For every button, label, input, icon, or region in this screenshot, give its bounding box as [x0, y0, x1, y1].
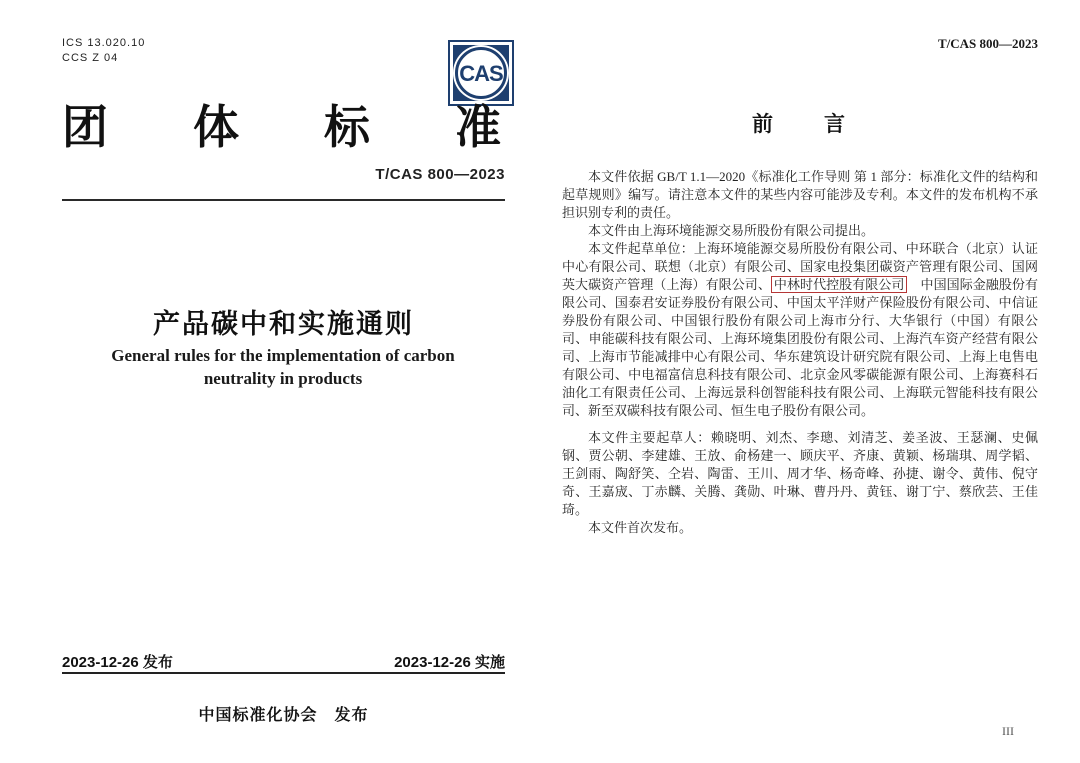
- standard-title-en: General rules for the implementation of carbon neutrality in products: [111, 346, 455, 388]
- foreword-paragraph-first-issue: 本文件首次发布。: [588, 520, 693, 535]
- classification-codes: [62, 36, 145, 66]
- page-number: III: [1002, 724, 1014, 738]
- implementation-date: 2023-12-26 实施: [394, 654, 505, 671]
- drafting-orgs-after: 中国国际金融股份有限公司、国泰君安证券股份有限公司、中国太平洋财产保险股份有限公司、中信证券股份有限公司、中国银行股份有限公司上海市分行、大华银行（中国）有限公司、申能碳科技有限公司、上海环境集团股份有限公司、上海汽车资产经营有限公司、上海市节能减排中心有限公司、华东建筑设计研究院有限公司、上海上电售电有限公司、中电福富信息科技有限公司、北京金风零碳能源有限公司、上海赛科石油化工有限责任公司、上海远景科创智能科技有限公司、上海联元智能科技有限公司、新至双碳科技有限公司、恒生电子股份有限公司。: [562, 277, 1038, 418]
- foreword-paragraph-basis: 本文件依据 GB/T 1.1—2020《标准化工作导则 第 1 部分：标准化文件的结构和起草规则》编写。请注意本文件的某些内容可能涉及专利。本文件的发布机构不承担识别专利的责任。: [562, 169, 1038, 220]
- ccs-code: CCS Z 04: [62, 52, 119, 64]
- drafting-orgs-before: 本文件起草单位：上海环境能源交易所股份有限公司、中环联合（北京）认证中心有限公司、联想（北京）有限公司、国家电投集团碳资产管理有限公司、国网英大碳资产管理（上海）有限公司、: [562, 241, 1038, 292]
- highlighted-company-redbox: 中林时代控股有限公司: [771, 276, 908, 293]
- foreword-body: [562, 168, 1038, 537]
- document-type-title: 团体标准: [62, 101, 586, 153]
- foreword-page: [562, 30, 1038, 743]
- dates-row: [62, 651, 505, 672]
- standard-title-zh: 产品碳中和实施通则: [153, 309, 414, 339]
- cover-divider-bottom: [62, 672, 505, 674]
- foreword-paragraph-drafting-orgs: [562, 240, 1038, 420]
- cas-logo-text: CAS: [459, 61, 503, 86]
- page-header-standard-number: T/CAS 800—2023: [937, 36, 1038, 51]
- publisher: 中国标准化协会 发布: [198, 707, 369, 724]
- cover-divider-top: [62, 199, 505, 201]
- cas-logo: [448, 40, 514, 106]
- standard-number: T/CAS 800—2023: [375, 166, 505, 183]
- cover-page: [62, 30, 586, 743]
- foreword-paragraph-drafters: 本文件主要起草人：赖晓明、刘杰、李璁、刘清芝、姜圣波、王瑟澜、史佩钢、贾公朝、李建雄、王放、俞杨建一、顾庆平、齐康、黄颖、杨瑞琪、周学韬、王剑雨、陶舒笑、仝岩、陶雷、王川、周才华、杨奇峰、孙捷、谢令、黄伟、倪守奇、王嘉宬、丁赤麟、关腾、龚勋、叶琳、曹丹丹、黄钰、谢丁宁、蔡欣芸、王佳琦。: [562, 430, 1038, 517]
- cas-logo-icon: [448, 40, 514, 106]
- foreword-paragraph-proposer: 本文件由上海环境能源交易所股份有限公司提出。: [588, 223, 875, 238]
- issue-date: 2023-12-26 发布: [62, 654, 173, 671]
- foreword-title: 前 言: [752, 112, 848, 136]
- ics-code: ICS 13.020.10: [62, 37, 146, 49]
